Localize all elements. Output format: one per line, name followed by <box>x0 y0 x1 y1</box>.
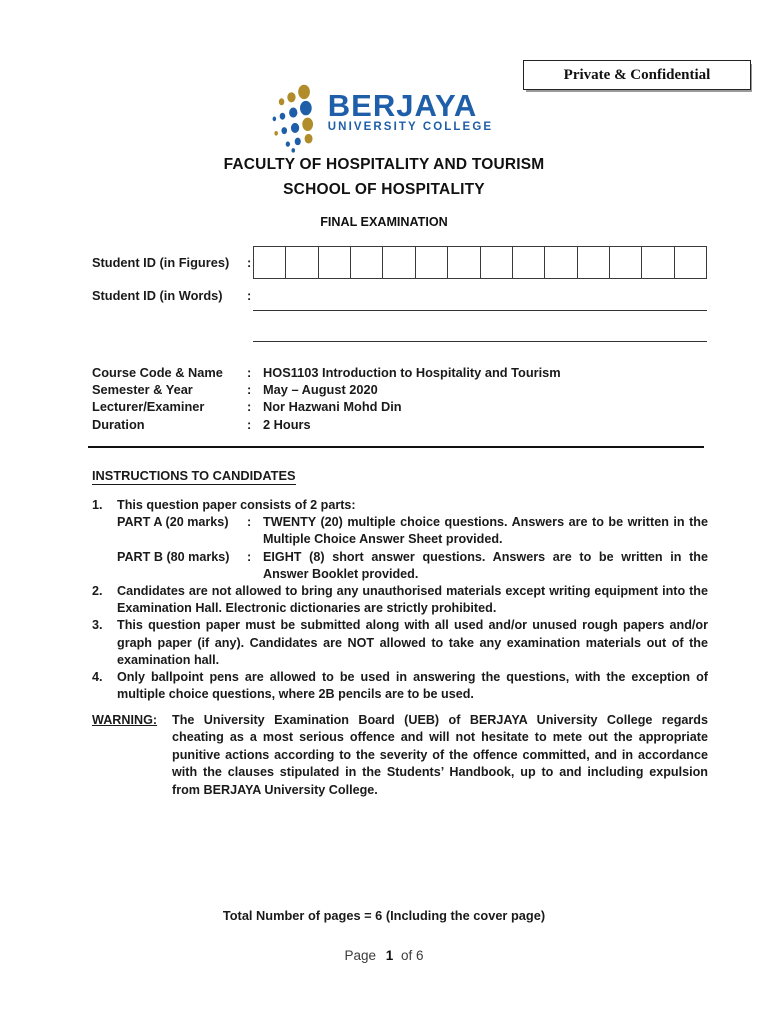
page-number: 1 <box>385 948 394 963</box>
item-number: 3. <box>92 618 103 633</box>
logo-name: BERJAYA <box>327 88 478 123</box>
student-id-words-line-1 <box>253 310 707 311</box>
student-id-box <box>448 247 480 278</box>
colon: : <box>247 399 252 415</box>
duration-value: 2 Hours <box>263 416 311 432</box>
instructions-heading-text: INSTRUCTIONS TO CANDIDATES <box>92 468 296 483</box>
instructions-list <box>92 497 708 703</box>
student-id-figures-label: Student ID (in Figures) <box>92 255 230 270</box>
school-title: SCHOOL OF HOSPITALITY <box>283 181 485 198</box>
student-id-box <box>675 247 706 278</box>
item-2-text: Candidates are not allowed to bring any unauthorised materials except writing equipment into the Examination Hall. Electronic dictionaries are strictly prohibited. <box>117 584 708 616</box>
student-id-box <box>286 247 318 278</box>
colon: : <box>247 382 252 398</box>
colon: : <box>247 365 252 380</box>
part-a-text: TWENTY (20) multiple choice questions. Answers are to be written in the Multiple Choice Answer Sheet provided. <box>263 515 708 547</box>
student-id-box <box>545 247 577 278</box>
warning-label: WARNING: <box>92 713 158 727</box>
item-1-text: This question paper consists of 2 parts: <box>117 498 356 512</box>
course-info <box>92 364 708 433</box>
part-a-row <box>117 514 708 548</box>
figures-colon: : <box>247 255 252 270</box>
student-id-box <box>254 247 286 278</box>
lecturer-label: Lecturer/Examiner <box>92 399 205 415</box>
instruction-item-1 <box>92 497 708 583</box>
course-code-value: HOS1103 Introduction to Hospitality and Tourism <box>263 365 561 380</box>
item-body <box>117 497 708 583</box>
warning-section <box>92 712 708 799</box>
course-info-row <box>92 364 708 381</box>
logo-dots-icon <box>266 82 321 154</box>
logo-wordmark <box>328 82 493 133</box>
item-3-text: This question paper must be submitted along with all used and/or unused rough papers and/or graph paper (if any). Candidates are NOT allowed to take any examination materials out of the examination hall. <box>117 618 708 667</box>
faculty-headings <box>0 152 768 202</box>
words-colon: : <box>247 288 252 303</box>
page-total: of 6 <box>401 948 424 963</box>
student-id-box <box>610 247 642 278</box>
student-id-words-label: Student ID (in Words) <box>92 288 223 303</box>
semester-label: Semester & Year <box>92 382 193 398</box>
student-id-box <box>383 247 415 278</box>
instructions-heading <box>92 468 296 483</box>
student-id-box <box>351 247 383 278</box>
student-id-box <box>513 247 545 278</box>
item-number: 4. <box>92 670 103 685</box>
confidential-stamp <box>523 60 751 90</box>
instruction-item-4 <box>92 669 708 703</box>
part-b-text: EIGHT (8) short answer questions. Answers are to be written in the Answer Booklet provided. <box>263 549 708 581</box>
exam-title: FINAL EXAMINATION <box>320 215 448 229</box>
instruction-item-3 <box>92 617 708 669</box>
page-number-footer <box>0 948 768 963</box>
student-id-box <box>578 247 610 278</box>
item-number: 1. <box>92 498 103 512</box>
warning-text: The University Examination Board (UEB) of BERJAYA University College regards cheating as a most serious offence and will not hesitate to mete out the appropriate punitive actions according to the severity of the offence committed, and in accordance with the clauses stipulated in the Students’ Handbook, up to and including expulsion from BERJAYA University College. <box>172 713 708 797</box>
student-id-box <box>642 247 674 278</box>
student-id-boxes <box>253 246 707 279</box>
page-word: Page <box>344 948 376 963</box>
university-logo <box>266 82 493 154</box>
total-pages-note: Total Number of pages = 6 (Including the cover page) <box>222 908 546 923</box>
course-code-label: Course Code & Name <box>92 365 223 380</box>
course-info-row <box>92 381 708 398</box>
section-divider-rule <box>88 446 704 448</box>
faculty-title: FACULTY OF HOSPITALITY AND TOURISM <box>223 156 545 173</box>
colon: : <box>247 549 252 564</box>
student-id-box <box>319 247 351 278</box>
student-id-box <box>481 247 513 278</box>
logo-subname: UNIVERSITY COLLEGE <box>327 121 494 133</box>
instruction-item-2 <box>92 583 708 617</box>
confidential-label: Private & Confidential <box>563 66 711 83</box>
duration-label: Duration <box>92 416 145 432</box>
student-id-box <box>416 247 448 278</box>
part-b-label: PART B (80 marks) <box>117 549 230 564</box>
colon: : <box>247 416 252 432</box>
item-number: 2. <box>92 584 103 599</box>
part-b-row <box>117 549 708 583</box>
lecturer-value: Nor Hazwani Mohd Din <box>263 399 402 415</box>
student-id-words-line-2 <box>253 341 707 342</box>
semester-value: May – August 2020 <box>263 382 378 398</box>
course-info-row <box>92 398 708 415</box>
part-a-label: PART A (20 marks) <box>117 515 229 530</box>
item-4-text: Only ballpoint pens are allowed to be used in answering the questions, with the exception of multiple choice questions, where 2B pencils are to be used. <box>117 670 708 702</box>
colon: : <box>247 515 252 530</box>
course-info-row <box>92 416 708 433</box>
